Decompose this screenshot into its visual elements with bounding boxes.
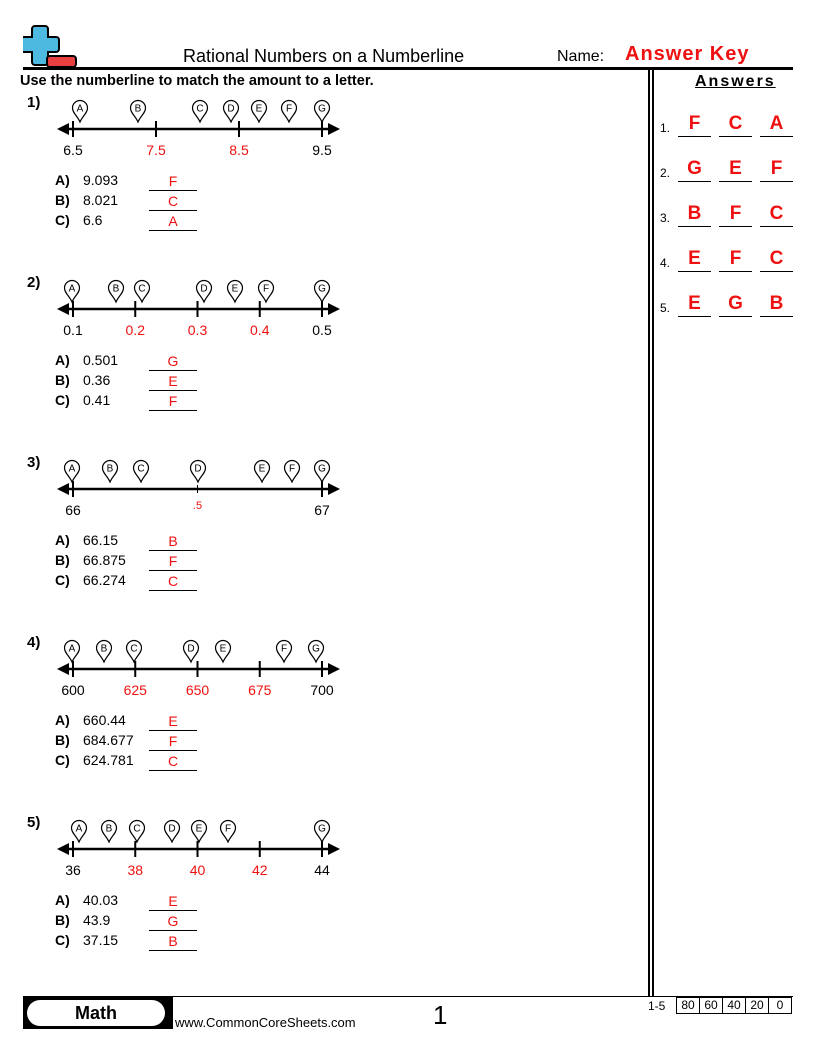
score-cell: 80 xyxy=(677,998,700,1013)
answer-key-cell[interactable]: G xyxy=(678,158,711,182)
location-pin-icon xyxy=(285,461,300,483)
question-value: 66.875 xyxy=(83,552,126,568)
tick-label: 0.3 xyxy=(187,322,208,338)
problem-number: 2) xyxy=(27,274,41,291)
answer-key-number: 5. xyxy=(660,301,671,315)
score-cell: 0 xyxy=(776,998,784,1012)
svg-text:D: D xyxy=(200,283,208,295)
svg-text:C: C xyxy=(137,463,145,475)
number-line xyxy=(0,630,360,690)
question-letter: B) xyxy=(55,732,70,748)
answer-key-number: 3. xyxy=(660,211,671,225)
answer-field[interactable]: A xyxy=(149,212,197,231)
location-pin-icon xyxy=(73,101,88,123)
tick-label: 0.1 xyxy=(63,322,83,338)
number-line xyxy=(0,810,360,870)
question-value: 0.36 xyxy=(83,372,111,388)
svg-text:E: E xyxy=(258,463,266,475)
question-value: 0.41 xyxy=(83,392,111,408)
tick-label: 38 xyxy=(127,862,144,878)
location-pin-icon xyxy=(309,641,324,663)
tick-label: 9.5 xyxy=(312,142,332,158)
problem-number: 4) xyxy=(27,634,41,651)
answer-key-row xyxy=(660,293,800,319)
location-pin-icon xyxy=(259,281,274,303)
svg-text:A: A xyxy=(76,103,84,115)
answer-key-row xyxy=(660,248,800,274)
question-letter: C) xyxy=(55,572,70,588)
answer-field[interactable]: F xyxy=(149,172,197,191)
answer-key-cell[interactable]: C xyxy=(760,203,793,227)
answer-field[interactable]: C xyxy=(149,572,197,591)
svg-text:A: A xyxy=(68,463,76,475)
answer-key-cell[interactable]: F xyxy=(719,203,752,227)
question-value: 684.677 xyxy=(83,732,134,748)
svg-text:B: B xyxy=(100,643,108,655)
question-letter: A) xyxy=(55,892,70,908)
question-letter: A) xyxy=(55,172,70,188)
score-table xyxy=(676,997,792,1014)
svg-text:D: D xyxy=(194,463,202,475)
svg-text:F: F xyxy=(288,463,296,475)
answer-key-row xyxy=(660,113,800,139)
question-letter: A) xyxy=(55,712,70,728)
answer-key-cell[interactable]: C xyxy=(760,248,793,272)
question-value: 43.9 xyxy=(83,912,111,928)
svg-text:B: B xyxy=(112,283,120,295)
tick-label: 675 xyxy=(248,682,272,698)
subject-badge xyxy=(23,997,173,1029)
answer-key-cell[interactable]: F xyxy=(719,248,752,272)
instructions: Use the numberline to match the amount to a letter. xyxy=(20,73,374,89)
question-value: 6.6 xyxy=(83,212,103,228)
answer-field[interactable]: G xyxy=(149,912,197,931)
svg-text:C: C xyxy=(196,103,204,115)
location-pin-icon xyxy=(315,281,330,303)
score-cell: 60 xyxy=(700,998,723,1013)
question-value: 66.274 xyxy=(83,572,126,588)
question-letter: C) xyxy=(55,212,70,228)
website-link[interactable]: www.CommonCoreSheets.com xyxy=(175,1015,356,1030)
location-pin-icon xyxy=(102,821,117,843)
location-pin-icon xyxy=(315,461,330,483)
subject-label: Math xyxy=(27,1000,165,1026)
question-letter: B) xyxy=(55,372,70,388)
tick-label: 0.2 xyxy=(125,322,145,338)
problem-number: 5) xyxy=(27,814,41,831)
answer-field[interactable]: B xyxy=(149,532,197,551)
svg-text:B: B xyxy=(105,823,113,835)
question-letter: B) xyxy=(55,552,70,568)
answer-field[interactable]: F xyxy=(149,392,197,411)
answer-key-row xyxy=(660,203,800,229)
tick-label: 7.5 xyxy=(146,142,166,158)
tick-label: 6.5 xyxy=(63,142,83,158)
problem-number: 3) xyxy=(27,454,41,471)
location-pin-icon xyxy=(216,641,231,663)
answer-key-number: 4. xyxy=(660,256,671,270)
tick-label: 0.4 xyxy=(250,322,270,338)
tick-label: 67 xyxy=(314,502,330,518)
answer-key-cell[interactable]: F xyxy=(760,158,793,182)
svg-text:E: E xyxy=(195,823,203,835)
tick-label: 650 xyxy=(185,682,210,698)
svg-text:B: B xyxy=(106,463,114,475)
tick-label: 700 xyxy=(310,682,334,698)
question-value: 40.03 xyxy=(83,892,119,908)
location-pin-icon xyxy=(315,821,330,843)
svg-text:G: G xyxy=(318,103,326,115)
question-letter: C) xyxy=(55,752,70,768)
plus-minus-logo-icon xyxy=(23,24,79,68)
answer-field[interactable]: B xyxy=(149,932,197,951)
question-letter: A) xyxy=(55,352,70,368)
location-pin-icon xyxy=(255,461,270,483)
question-letter: B) xyxy=(55,912,70,928)
svg-text:G: G xyxy=(318,823,326,835)
svg-text:D: D xyxy=(187,643,195,655)
tick-label: 36 xyxy=(65,862,81,878)
svg-text:D: D xyxy=(227,103,235,115)
svg-text:A: A xyxy=(68,643,76,655)
question-letter: B) xyxy=(55,192,70,208)
header-divider xyxy=(23,67,793,70)
answer-field[interactable]: F xyxy=(149,552,197,571)
question-value: 66.15 xyxy=(83,532,119,548)
question-letter: C) xyxy=(55,932,70,948)
svg-text:F: F xyxy=(224,823,232,835)
answer-key-cell[interactable]: E xyxy=(719,158,752,182)
location-pin-icon xyxy=(127,641,142,663)
tick-label: 8.5 xyxy=(229,142,249,158)
answer-field[interactable]: G xyxy=(149,352,197,371)
worksheet-title: Rational Numbers on a Numberline xyxy=(183,46,465,66)
number-line xyxy=(0,90,360,150)
location-pin-icon xyxy=(282,101,297,123)
svg-text:G: G xyxy=(312,643,320,655)
answer-key-row xyxy=(660,158,800,184)
location-pin-icon xyxy=(130,821,145,843)
location-pin-icon xyxy=(315,101,330,123)
column-divider-right xyxy=(652,70,654,996)
tick-label: 44 xyxy=(314,862,330,878)
answer-key-cell[interactable]: E xyxy=(678,248,711,272)
svg-text:C: C xyxy=(130,643,138,655)
svg-text:A: A xyxy=(68,283,76,295)
tick-label: 0.5 xyxy=(312,322,332,338)
location-pin-icon xyxy=(131,101,146,123)
page-number: 1 xyxy=(433,1000,448,1030)
svg-text:A: A xyxy=(75,823,83,835)
svg-text:G: G xyxy=(318,283,326,295)
number-line xyxy=(0,270,360,330)
problem-number: 1) xyxy=(27,94,41,111)
location-pin-icon xyxy=(277,641,292,663)
question-value: 37.15 xyxy=(83,932,119,948)
answer-field[interactable]: E xyxy=(149,372,197,391)
location-pin-icon xyxy=(191,461,206,483)
location-pin-icon xyxy=(135,281,150,303)
svg-text:C: C xyxy=(133,823,141,835)
location-pin-icon xyxy=(65,281,80,303)
location-pin-icon xyxy=(228,281,243,303)
location-pin-icon xyxy=(65,641,80,663)
score-cell: 20 xyxy=(746,998,769,1013)
tick-label: 66 xyxy=(65,502,81,518)
answer-key-cell[interactable]: C xyxy=(719,113,752,137)
location-pin-icon xyxy=(221,821,236,843)
number-line xyxy=(0,450,360,510)
name-label: Name: xyxy=(557,48,605,65)
tick-label: .5 xyxy=(192,500,203,512)
answer-key-number: 2. xyxy=(660,166,671,180)
tick-label: 600 xyxy=(61,682,85,698)
location-pin-icon xyxy=(184,641,199,663)
svg-text:G: G xyxy=(318,463,326,475)
tick-label: 625 xyxy=(123,682,147,698)
score-range-label: 1-5 xyxy=(648,999,666,1013)
svg-text:F: F xyxy=(280,643,288,655)
answers-title: Answers xyxy=(695,73,776,90)
answer-key-cell[interactable]: G xyxy=(719,293,752,317)
location-pin-icon xyxy=(252,101,267,123)
location-pin-icon xyxy=(192,821,207,843)
answer-key-cell[interactable]: B xyxy=(678,203,711,227)
answer-key-number: 1. xyxy=(660,121,671,135)
location-pin-icon xyxy=(134,461,149,483)
svg-text:B: B xyxy=(134,103,142,115)
question-value: 0.501 xyxy=(83,352,119,368)
answer-key-cell[interactable]: E xyxy=(678,293,711,317)
svg-text:F: F xyxy=(285,103,293,115)
question-value: 624.781 xyxy=(83,752,134,768)
question-letter: C) xyxy=(55,392,70,408)
svg-text:C: C xyxy=(138,283,146,295)
score-cell: 40 xyxy=(723,998,746,1013)
tick-label: 42 xyxy=(251,862,268,878)
svg-text:E: E xyxy=(219,643,227,655)
svg-text:E: E xyxy=(231,283,239,295)
answer-key-cell[interactable]: A xyxy=(760,113,793,137)
answer-key-cell[interactable]: F xyxy=(678,113,711,137)
question-value: 660.44 xyxy=(83,712,126,728)
location-pin-icon xyxy=(165,821,180,843)
question-value: 9.093 xyxy=(83,172,119,188)
answer-field[interactable]: C xyxy=(149,192,197,211)
location-pin-icon xyxy=(193,101,208,123)
location-pin-icon xyxy=(224,101,239,123)
answer-field[interactable]: E xyxy=(149,892,197,911)
answer-field[interactable]: E xyxy=(149,712,197,731)
tick-label: 40 xyxy=(189,862,206,878)
question-letter: A) xyxy=(55,532,70,548)
location-pin-icon xyxy=(109,281,124,303)
location-pin-icon xyxy=(65,461,80,483)
location-pin-icon xyxy=(103,461,118,483)
answer-key-cell[interactable]: B xyxy=(760,293,793,317)
answer-field[interactable]: C xyxy=(149,752,197,771)
location-pin-icon xyxy=(72,821,87,843)
location-pin-icon xyxy=(97,641,112,663)
question-value: 8.021 xyxy=(83,192,119,208)
column-divider-left xyxy=(648,70,650,996)
location-pin-icon xyxy=(197,281,212,303)
answer-field[interactable]: F xyxy=(149,732,197,751)
svg-text:D: D xyxy=(168,823,176,835)
svg-text:E: E xyxy=(255,103,263,115)
name-value: Answer Key xyxy=(625,43,750,65)
svg-text:F: F xyxy=(262,283,270,295)
